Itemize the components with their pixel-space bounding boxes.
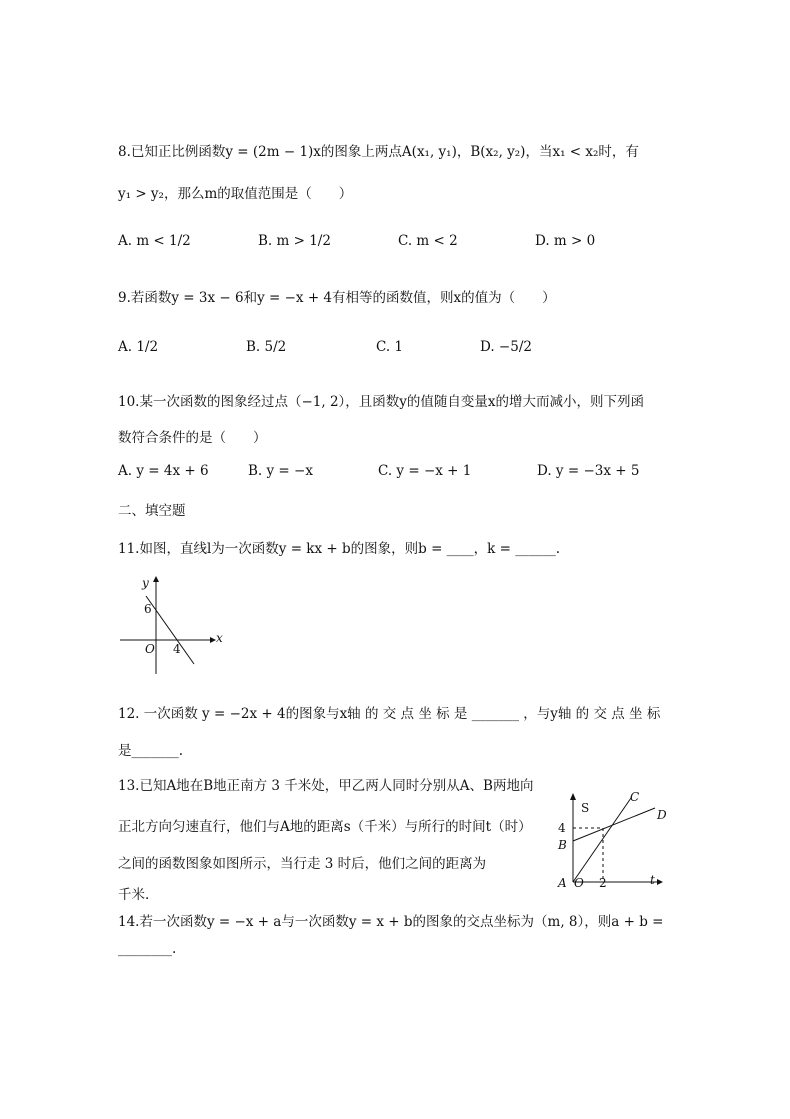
q8-line2: y₁ > y₂，那么m的取值范围是（ ） — [118, 186, 353, 202]
q13-label-four: 4 — [558, 821, 566, 835]
q13-t-arrow — [657, 879, 663, 885]
q10-option-b: B. y = −x — [248, 463, 313, 479]
section-heading-fill-in: 二、填空题 — [118, 503, 186, 519]
q12-line1: 12. 一次函数 y = −2x + 4的图象与x轴 的 交 点 坐 标 是 _______ ，与y轴 的 交 点 坐 标 — [118, 706, 661, 722]
q9-option-d: D. −5/2 — [480, 339, 532, 355]
q10-option-c: C. y = −x + 1 — [378, 463, 472, 479]
q13-label-b: B — [558, 838, 567, 852]
q8-option-c: C. m < 2 — [398, 233, 458, 249]
q11-graph — [118, 572, 228, 676]
q13-label-c: C — [630, 790, 640, 804]
q9-line1: 9.若函数y = 3x − 6和y = −x + 4有相等的函数值，则x的值为（ ） — [118, 290, 556, 306]
q13-label-s: S — [581, 801, 590, 815]
q13-graph — [553, 788, 673, 892]
q11-label-y: y — [142, 576, 149, 590]
q11-label-origin: O — [145, 642, 155, 656]
q11-line1: 11.如图，直线l为一次函数y = kx + b的图象，则b = ____，k = ______. — [118, 541, 561, 557]
q10-line1: 10.某一次函数的图象经过点（−1, 2），且函数y的值随自变量x的增大而减小，则下列函 — [118, 394, 645, 410]
q13-s-arrow — [570, 793, 576, 800]
q13-label-d: D — [657, 808, 667, 822]
q8-option-d: D. m > 0 — [535, 233, 596, 249]
q10-option-d: D. y = −3x + 5 — [537, 463, 640, 479]
q13-line3: 之间的函数图象如图所示，当行走 3 时后，他们之间的距离为 — [118, 856, 487, 872]
q13-line2: 正北方向匀速直行，他们与A地的距离s（千米）与所行的时间t（时） — [118, 819, 532, 835]
q13-label-origin: O — [574, 876, 584, 890]
q11-label-x: x — [216, 631, 223, 645]
q13-line4: 千米. — [118, 887, 150, 903]
q11-label-six: 6 — [144, 602, 152, 616]
q8-option-b: B. m > 1/2 — [258, 233, 331, 249]
q12-line2: 是_______. — [118, 743, 184, 759]
q14-line2: ________. — [118, 941, 177, 957]
q9-option-c: C. 1 — [376, 339, 404, 355]
q13-label-a: A — [558, 876, 567, 890]
q11-label-four: 4 — [173, 642, 181, 656]
q9-option-a: A. 1/2 — [118, 339, 159, 355]
q11-y-arrow — [153, 576, 159, 582]
q9-option-b: B. 5/2 — [246, 339, 287, 355]
q14-line1: 14.若一次函数y = −x + a与一次函数y = x + b的图象的交点坐标为（m, 8），则a + b = — [118, 914, 664, 930]
q13-label-t: t — [650, 873, 655, 887]
q13-line1: 13.已知A地在B地正南方 3 千米处，甲乙两人同时分别从A、B两地向 — [118, 778, 534, 794]
q8-option-a: A. m < 1/2 — [118, 233, 191, 249]
q8-line1: 8.已知正比例函数y = (2m − 1)x的图象上两点A(x₁, y₁)，B(x₂, y₂)，当x₁ < x₂时，有 — [118, 144, 639, 160]
q13-label-two: 2 — [599, 876, 607, 890]
q10-line2: 数符合条件的是（ ） — [118, 430, 267, 446]
q10-option-a: A. y = 4x + 6 — [118, 463, 209, 479]
